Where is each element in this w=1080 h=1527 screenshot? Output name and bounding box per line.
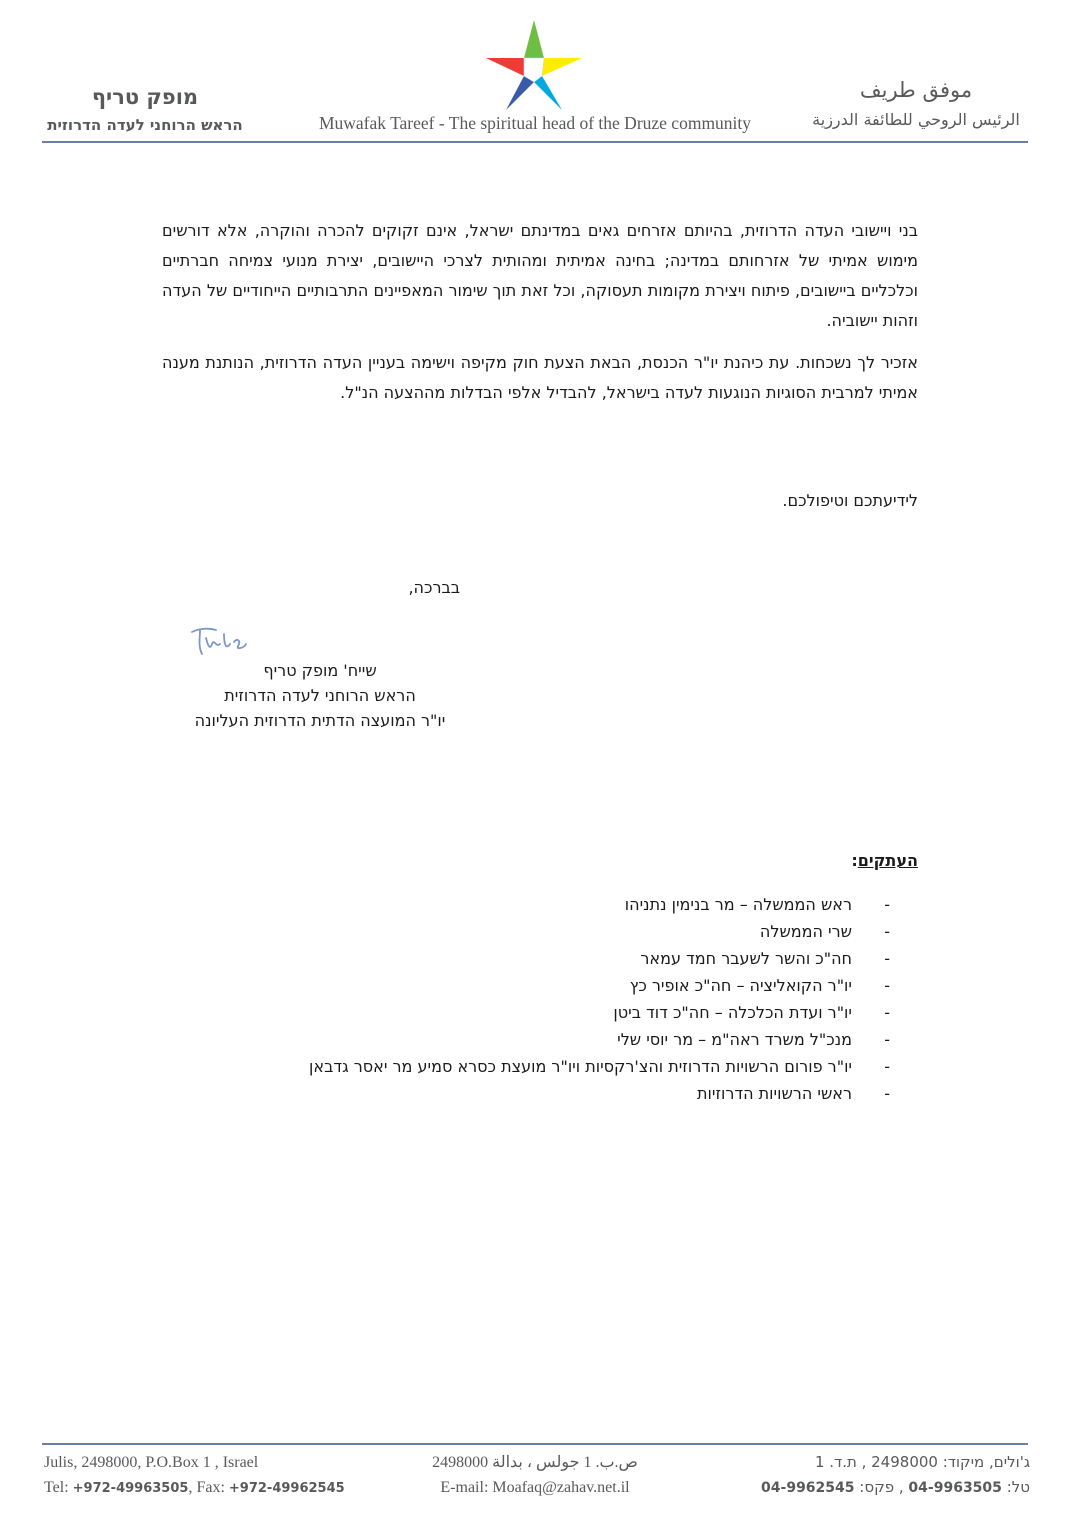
list-item: - יו"ר ועדת הכלכלה – חה"כ דוד ביטן	[170, 999, 890, 1026]
bullet: -	[884, 976, 890, 995]
closing-line: לידיעתכם וטיפולכם.	[782, 491, 918, 510]
footer-phone-fax: Tel: +972-49963505, Fax: +972-49962545	[44, 1479, 345, 1496]
arabic-letterhead	[800, 76, 1032, 129]
paragraph: בני ויישובי העדה הדרוזית, בהיותם אזרחים גאים במדינתם ישראל, אינם זקוקים להכרה והוקרה, אלא דורשים מימוש אמיתי של אזרחותם במדינה; בחינה אמיתית ומהותית לצרכי היישובים, יצירת מנועי צמיחה חברתיים וכלכליים ביישובים, פיתוח ויצירת מקומות תעסוקה, וכל זאת תוך שימור המאפיינים התרבותיים הייחודיים של העדה וזהות יישוביה.	[162, 221, 918, 330]
signer-title: הראש הרוחני לעדה הדרוזית	[224, 686, 416, 705]
list-item: - שרי הממשלה	[170, 918, 890, 945]
hebrew-title: הראש הרוחני לעדה הדרוזית	[47, 116, 243, 134]
copies-list	[170, 891, 890, 1107]
footer-hebrew-phone-fax: טל: 04-9963505 , פקס: 04-9962545	[761, 1478, 1030, 1496]
bullet: -	[884, 1057, 890, 1076]
bullet: -	[884, 895, 890, 914]
druze-star-icon	[484, 18, 584, 112]
letter-body	[162, 216, 918, 420]
regards-line: בברכה,	[408, 578, 460, 597]
footer-hebrew-contact	[761, 1450, 1030, 1501]
bullet: -	[884, 1084, 890, 1103]
footer-email[interactable]: E-mail: Moafaq@zahav.net.il	[440, 1479, 630, 1496]
arabic-title: الرئيس الروحي للطائفة الدرزية	[812, 110, 1020, 129]
list-item: - ראש הממשלה – מר בנימין נתניהו	[170, 891, 890, 918]
hebrew-letterhead	[20, 84, 270, 134]
list-item: - חה"כ והשר לשעבר חמד עמאר	[170, 945, 890, 972]
footer-hebrew-address: ג'ולים, מיקוד: 2498000 , ת.ד. 1	[814, 1453, 1030, 1471]
bullet: -	[884, 1030, 890, 1049]
list-item: - מנכ"ל משרד ראה"מ – מר יוסי שלי	[170, 1026, 890, 1053]
signature-block	[160, 658, 480, 733]
footer-arabic-address: ص.ب. 1 جولس ، بدالة 2498000	[432, 1454, 638, 1471]
bullet: -	[884, 922, 890, 941]
english-letterhead: Muwafak Tareef - The spiritual head of the Druze community	[318, 113, 752, 133]
copies-title: העתקים	[857, 851, 918, 870]
footer-english-contact	[44, 1450, 345, 1501]
footer-address: Julis, 2498000, P.O.Box 1 , Israel	[44, 1454, 259, 1471]
list-item: - ראשי הרשויות הדרוזיות	[170, 1080, 890, 1107]
signer-name: שייח' מופק טריף	[263, 661, 377, 680]
bullet: -	[884, 949, 890, 968]
hebrew-name: מופק טריף	[91, 85, 199, 109]
paragraph: אזכיר לך נשכחות. עת כיהנת יו"ר הכנסת, הבאת הצעת חוק מקיפה וישימה בעניין העדה הדרוזית, הנותנת מענה אמיתי למרבית הסוגיות הנוגעות לעדה בישראל, להבדיל אלפי הבדלות מההצעה הנ"ל.	[162, 353, 918, 402]
bullet: -	[884, 1003, 890, 1022]
copies-title-suffix: :	[851, 851, 858, 870]
copies-heading	[851, 851, 918, 870]
handwritten-signature-icon	[186, 624, 252, 660]
arabic-name: موفق طريف	[859, 78, 973, 102]
list-item: - יו"ר הקואליציה – חה"כ אופיר כץ	[170, 972, 890, 999]
signer-title: יו"ר המועצה הדתית הדרוזית העליונה	[194, 711, 446, 730]
footer-divider	[42, 1443, 1028, 1445]
footer-arabic-contact	[400, 1450, 670, 1500]
list-item: - יו"ר פורום הרשויות הדרוזית והצ'רקסיות ויו"ר מועצת כסרא סמיע מר יאסר גדבאן	[170, 1053, 890, 1080]
header-divider	[42, 141, 1028, 143]
